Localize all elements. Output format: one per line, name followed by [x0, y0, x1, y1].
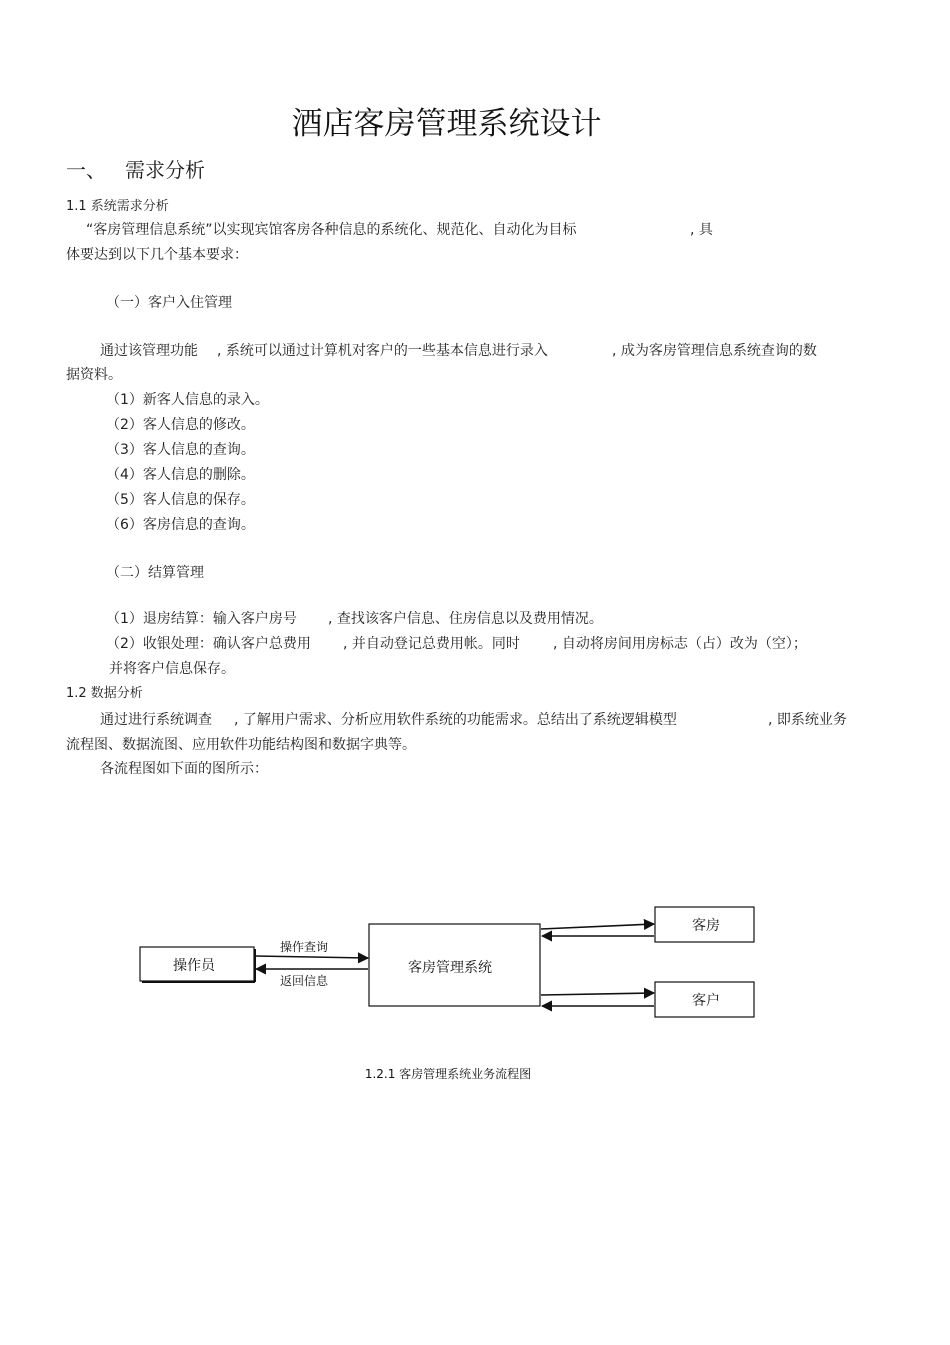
query-arrow — [255, 956, 368, 958]
section-heading: 需求分析 — [125, 158, 205, 182]
checkin-list-item: （3）客人信息的查询。 — [106, 442, 255, 458]
system-to-customer-arrow — [541, 993, 654, 995]
room-box — [655, 907, 754, 942]
intro-paragraph-line1: “客房管理信息系统”以实现宾馆客房各种信息的系统化、规范化、自动化为目标 — [86, 222, 577, 238]
query-label: 操作查询 — [280, 940, 329, 954]
settle-item2-part2: , 并自动登记总费用帐。同时 — [343, 636, 520, 652]
customer-box — [655, 982, 754, 1017]
room-label: 客房 — [692, 918, 720, 934]
intro-paragraph-line2: 体要达到以下几个基本要求： — [66, 247, 248, 263]
checkin-list-item: （1）新客人信息的录入。 — [106, 392, 269, 408]
settle-item1-part2: , 查找该客户信息、住房信息以及费用情况。 — [328, 611, 603, 627]
checkin-paragraph-part1: 通过该管理功能 — [100, 343, 198, 359]
data-paragraph-part3: , 即系统业务 — [768, 712, 847, 728]
data-paragraph-part2: , 了解用户需求、分析应用软件系统的功能需求。总结出了系统逻辑模型 — [234, 712, 677, 728]
customer-label: 客户 — [692, 993, 720, 1009]
page-title: 酒店客房管理系统设计 — [291, 106, 602, 142]
settle-item2-part3: , 自动将房间用房标志（占）改为（空）； — [553, 636, 807, 652]
data-paragraph-line3: 各流程图如下面的图所示： — [100, 761, 268, 777]
checkin-list-item: （4）客人信息的删除。 — [106, 467, 255, 483]
subsection-heading-1-1: 1.1 系统需求分析 — [66, 199, 169, 214]
intro-paragraph-line1-tail: , 具 — [690, 222, 713, 238]
subheading-settlement: （二）结算管理 — [106, 565, 204, 581]
system-label: 客房管理系统 — [408, 960, 492, 976]
subheading-checkin: （一）客户入住管理 — [106, 295, 232, 311]
figure-caption: 1.2.1 客房管理系统业务流程图 — [364, 1067, 532, 1081]
checkin-list-item: （5）客人信息的保存。 — [106, 492, 255, 508]
subsection-heading-1-2: 1.2 数据分析 — [66, 686, 143, 701]
settle-item2-line2: 并将客户信息保存。 — [109, 661, 235, 677]
operator-box — [140, 947, 255, 982]
checkin-list-item: （2）客人信息的修改。 — [106, 417, 255, 433]
system-to-room-arrow — [541, 924, 654, 929]
settle-item2-part1: （2）收银处理：确认客户总费用 — [106, 636, 311, 652]
checkin-paragraph-part2: , 系统可以通过计算机对客户的一些基本信息进行录入 — [217, 343, 548, 359]
data-paragraph-line2: 流程图、数据流图、应用软件功能结构图和数据字典等。 — [66, 737, 416, 753]
checkin-paragraph-part3: , 成为客房管理信息系统查询的数 — [612, 343, 817, 359]
operator-label: 操作员 — [173, 958, 215, 974]
settle-item1-part1: （1）退房结算：输入客户房号 — [106, 611, 297, 627]
checkin-paragraph-line2: 据资料。 — [66, 367, 122, 383]
data-paragraph-part1: 通过进行系统调查 — [100, 712, 212, 728]
return-label: 返回信息 — [280, 974, 329, 988]
section-number: 一、 — [66, 158, 106, 182]
system-box — [369, 924, 540, 1006]
checkin-list-item: （6）客房信息的查询。 — [106, 517, 255, 533]
